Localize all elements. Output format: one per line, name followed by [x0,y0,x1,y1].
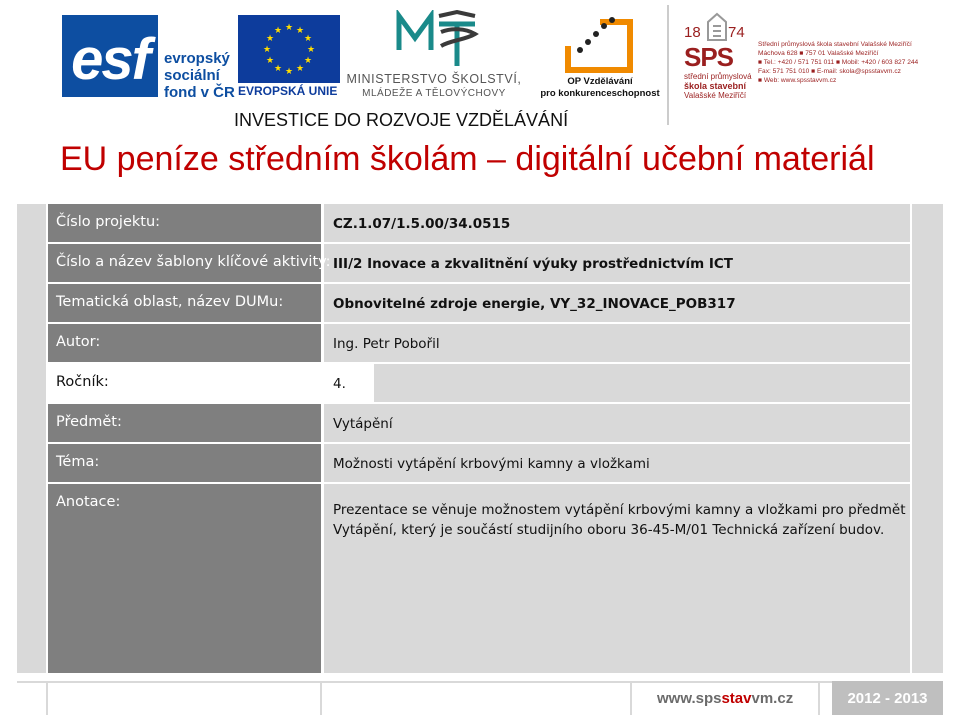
row-divider [48,322,911,324]
investice-tagline: INVESTICE DO ROZVOJE VZDĚLÁVÁNÍ [234,110,569,130]
sps-info-line: ■ Web: www.spsstavvm.cz [758,77,837,84]
sps-year-right: 74 [728,24,745,41]
eu-flag-icon [238,15,340,83]
footer-school-year: 2012 - 2013 [847,690,928,707]
esf-logo-mark: esf [71,27,149,92]
label-project-number: Číslo projektu: [56,214,161,230]
sps-contact-info [758,40,958,85]
footer-url-highlight: stav [721,690,752,707]
logo-divider [667,5,669,125]
label-year: Ročník: [56,374,109,390]
sps-line-1: střední průmyslová [684,72,752,81]
value-subject: Vytápění [333,416,393,432]
label-topic: Tematická oblast, název DUMu: [56,294,284,310]
sps-info-line: Fax: 571 751 010 ■ E-mail: skola@spsstavvm.cz [758,68,901,75]
op-logo-text-1: OP Vzdělávání [567,76,633,87]
row-divider [48,242,911,244]
msmt-logo-icon [395,10,485,70]
value-template: III/2 Inovace a zkvalitnění výuky prostřednictvím ICT [333,256,734,272]
footer-stripes [17,680,943,715]
svg-text:★: ★ [295,64,305,74]
eu-label: EVROPSKÁ UNIE [238,84,338,98]
value-annotation: Prezentace se věnuje možnostem vytápění krbovými kamny a vložkami pro předmět Vytápění, který je součástí studijního oboru 36-45-M/01 Technická zařízení budov. [333,502,906,538]
footer-website-link[interactable] [657,690,793,707]
esf-logo-text-3: fond v ČR [164,84,235,101]
esf-logo-text-2: sociální [164,67,220,84]
value-topic: Obnovitelné zdroje energie, VY_32_INOVACE_POB317 [333,296,736,312]
svg-text:★: ★ [273,64,283,74]
svg-text:★: ★ [262,45,272,55]
msmt-logo-text-1: MINISTERSTVO ŠKOLSTVÍ, [346,72,522,86]
footer-url-suffix: vm.cz [751,690,794,707]
svg-text:★: ★ [265,56,275,66]
column-separator [321,204,324,673]
sps-mark: SPS [684,42,734,72]
footer-url-prefix: www.sps [657,690,722,707]
sps-info-line: Máchova 628 ■ 757 01 Valašské Meziříčí [758,50,879,57]
svg-text:★: ★ [306,45,316,55]
value-year: 4. [333,376,346,392]
row-divider [48,402,911,404]
row-divider [48,482,911,484]
value-project-number: CZ.1.07/1.5.00/34.0515 [333,216,511,232]
row-divider [48,282,911,284]
sps-line-2: škola stavební [684,81,747,91]
sps-logo [682,12,752,102]
esf-logo-text-1: evropský [164,50,230,67]
label-subject: Předmět: [56,414,122,430]
value-theme: Možnosti vytápění krbovými kamny a vložkami [333,456,650,472]
op-logo-text-2: pro konkurenceschopnost [540,88,660,99]
svg-text:★: ★ [303,34,313,44]
value-author: Ing. Petr Pobořil [333,336,440,352]
svg-text:★: ★ [295,26,305,36]
row-divider [48,442,911,444]
svg-text:★: ★ [303,56,313,66]
sps-info-line: ■ Tel.: +420 / 571 751 011 ■ Mobil: +420 / 603 827 244 [758,59,919,66]
label-author: Autor: [56,334,101,350]
label-template: Číslo a název šablony klíčové aktivity: [56,254,331,270]
svg-text:★: ★ [273,26,283,36]
sps-line-3: Valašské Meziříčí [684,91,747,100]
svg-text:★: ★ [284,23,294,33]
label-theme: Téma: [56,454,100,470]
sps-tower-icon [704,12,730,42]
sps-year-left: 18 [684,24,701,41]
label-annotation: Anotace: [56,494,121,510]
op-vk-logo-icon [562,12,637,74]
label-column [48,204,321,673]
svg-text:★: ★ [265,34,275,44]
page-title: EU peníze středním školám – digitální učební materiál [60,140,875,178]
msmt-logo-text-2: MLÁDEŽE A TĚLOVÝCHOVY [362,88,506,99]
svg-text:★: ★ [284,67,294,77]
sps-info-line: Střední průmyslová škola stavební Valašské Meziříčí [758,41,912,48]
